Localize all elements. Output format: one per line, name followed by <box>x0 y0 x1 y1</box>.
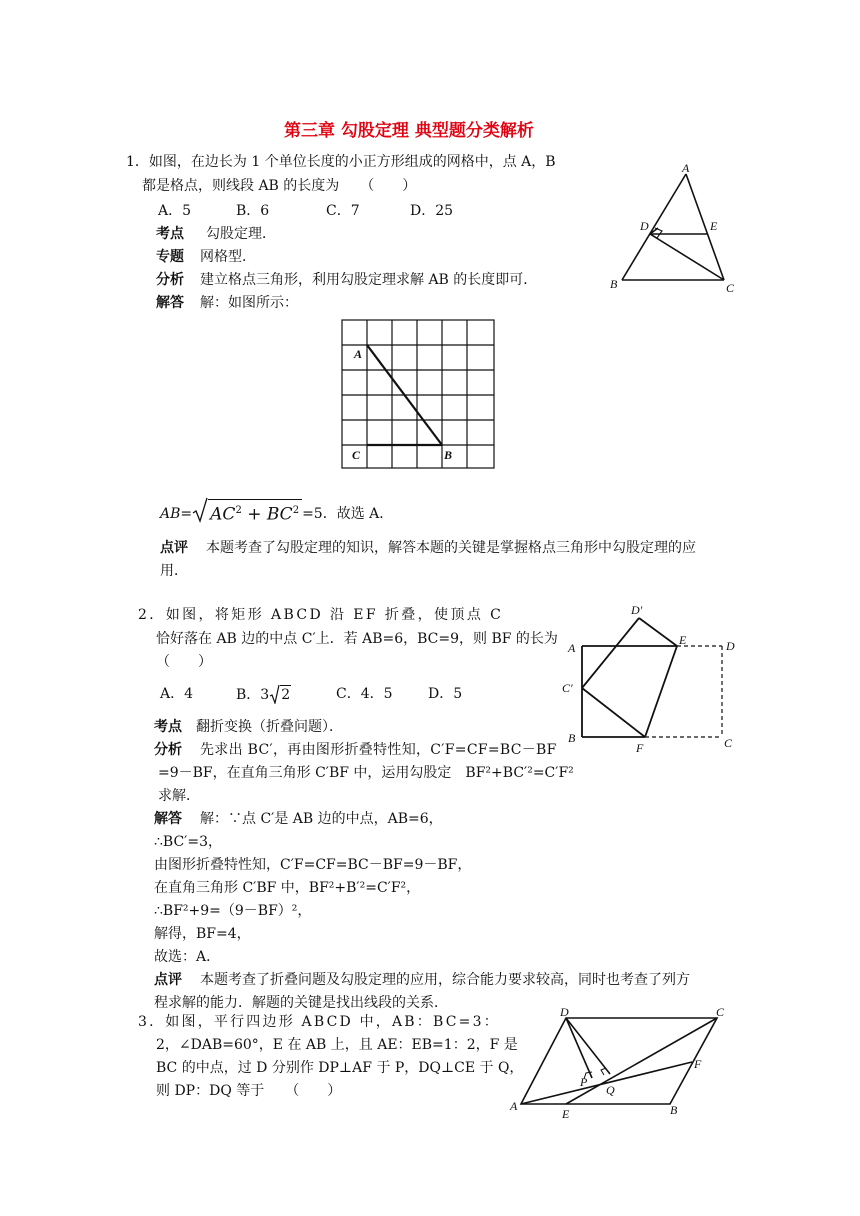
q2-jieda-l7: 故选：A． <box>154 949 221 965</box>
q2-fenxi-l3: 求解． <box>158 788 200 804</box>
q1-jieda-label: 解答 <box>156 295 184 311</box>
q1-pingping-l2: 用． <box>160 563 188 579</box>
q1-formula-radicand <box>208 499 302 524</box>
q1-kaodian-label: 考点 <box>156 226 184 242</box>
q2-fig-label-b: B <box>568 731 576 745</box>
q2-line3: （ ） <box>156 654 212 670</box>
q1-zhuanti-label: 专题 <box>156 249 184 265</box>
q1-zhuanti: 网格型． <box>200 249 256 265</box>
q2-pingping-label: 点评 <box>154 972 182 988</box>
q2-jieda-l6: 解得，BF=4， <box>154 926 251 942</box>
q1-fig-label-e: E <box>710 219 718 233</box>
page-title: 第三章 勾股定理 典型题分类解析 <box>284 121 534 141</box>
q1-fig-label-c: C <box>726 281 735 295</box>
q3-fig-label-p: P <box>580 1075 588 1089</box>
q1-pingping-l1: 本题考查了勾股定理的知识，解答本题的关键是掌握格点三角形中勾股定理的应 <box>206 540 696 556</box>
q1-line2: 都是格点，则线段 AB 的长度为 （ ） <box>142 178 417 194</box>
q2-fig-label-c-prime: C′ <box>562 681 573 695</box>
q1-pingping-label: 点评 <box>160 540 188 556</box>
q1-formula-rest: =5．故选 A． <box>302 506 394 522</box>
q3-line4: 则 DP：DQ 等于 （ ） <box>156 1083 342 1099</box>
q1-option-a: A．5 <box>158 203 192 219</box>
q3-fig-label-b: B <box>670 1103 678 1117</box>
q1-jieda: 解：如图所示： <box>200 295 298 311</box>
q3-line3: BC 的中点，过 D 分别作 DP⊥AF 于 P，DQ⊥CE 于 Q， <box>156 1060 524 1076</box>
q2-fig-label-f: F <box>636 741 644 755</box>
q3-fig-label-e: E <box>562 1107 570 1121</box>
q1-formula <box>160 501 393 527</box>
q2-jieda-l5: ∴BF²+9=（9－BF）²， <box>154 903 312 919</box>
q2-jieda-l3: 由图形折叠特性知，C′F=CF=BC－BF=9－BF， <box>154 857 472 873</box>
q1-grid-label-a: A <box>354 347 363 361</box>
q3-fig-label-a: A <box>510 1099 518 1113</box>
q2-kaodian-label: 考点 <box>154 719 182 735</box>
q1-fig-label-a: A <box>682 161 690 175</box>
sqrt-icon <box>269 686 280 704</box>
q2-line1: 2．如图，将矩形 ABCD 沿 EF 折叠，使顶点 C <box>138 607 504 623</box>
q1-formula-ac: AC <box>210 504 236 525</box>
q2-jieda-l2: ∴BC′=3， <box>154 834 222 850</box>
q2-fenxi-l2: =9－BF，在直角三角形 C′BF 中，运用勾股定 BF²+BC′²=C′F² <box>158 765 574 781</box>
q3-line2: 2，∠DAB=60°，E 在 AB 上，且 AE：EB=1：2，F 是 <box>156 1037 518 1053</box>
q2-fold-figure <box>560 600 750 756</box>
q2-option-a: A．4 <box>160 686 194 702</box>
q1-formula-bc: BC <box>266 504 293 525</box>
q2-jieda-label: 解答 <box>154 811 182 827</box>
q2-line2: 恰好落在 AB 边的中点 C′上．若 AB=6，BC=9，则 BF 的长为 <box>156 631 558 647</box>
q1-fig-label-b: B <box>610 277 618 291</box>
sqrt-icon <box>192 501 208 527</box>
q3-fig-label-q: Q <box>606 1083 615 1097</box>
q2-option-b-sqrt: 2 <box>281 687 291 703</box>
q1-grid-label-b: B <box>444 448 453 462</box>
q2-fig-label-c: C <box>724 736 733 750</box>
q2-jieda-l1: 解：∵点 C′是 AB 边的中点，AB=6， <box>200 811 443 827</box>
q2-option-c: C．4．5 <box>336 686 393 702</box>
q3-fig-label-c: C <box>716 1006 725 1019</box>
q2-fig-label-d-prime: D′ <box>631 603 643 617</box>
q1-line1: 1．如图，在边长为 1 个单位长度的小正方形组成的网格中，点 A，B <box>126 154 556 170</box>
q1-kaodian: 勾股定理． <box>206 226 276 242</box>
q1-formula-plus: + <box>241 504 267 525</box>
q2-option-d: D．5 <box>428 686 463 702</box>
q1-fig-label-d: D <box>640 219 649 233</box>
q1-grid-label-c: C <box>352 448 361 462</box>
q2-fenxi-l1: 先求出 BC′，再由图形折叠特性知，C′F=CF=BC－BF <box>200 742 557 758</box>
q2-fig-label-d: D <box>726 639 735 653</box>
q3-line1: 3．如图，平行四边形 ABCD 中，AB：BC=3： <box>138 1014 500 1030</box>
q2-pingping-l1: 本题考查了折叠问题及勾股定理的应用，综合能力要求较高，同时也考查了列方 <box>200 972 690 988</box>
q3-fig-label-d: D <box>560 1006 569 1019</box>
q1-formula-exp1: 2 <box>235 504 242 516</box>
q1-option-d: D．25 <box>410 203 454 219</box>
q3-parallelogram-figure <box>504 1006 744 1124</box>
q2-option-b <box>236 685 291 704</box>
q1-fenxi: 建立格点三角形，利用勾股定理求解 AB 的长度即可． <box>200 272 538 288</box>
q2-fenxi-label: 分析 <box>154 742 182 758</box>
q3-fig-label-f: F <box>694 1057 702 1071</box>
q1-option-c: C．7 <box>326 203 360 219</box>
q1-grid-figure <box>336 316 500 472</box>
q2-pingping-l2: 程求解的能力．解题的关键是找出线段的关系． <box>154 995 448 1011</box>
q2-fig-label-e: E <box>679 633 687 647</box>
q2-jieda-l4: 在直角三角形 C′BF 中，BF²+B′²=C′F²， <box>154 880 421 896</box>
q2-option-b-label: B．3 <box>236 686 270 703</box>
q1-formula-exp2: 2 <box>292 504 300 516</box>
q1-formula-lhs: AB= <box>160 506 193 522</box>
q2-kaodian: 翻折变换（折叠问题）． <box>196 719 343 735</box>
q1-fenxi-label: 分析 <box>156 272 184 288</box>
q1-option-b: B．6 <box>236 203 270 219</box>
q2-fig-label-a: A <box>568 641 576 655</box>
q1-triangle-figure <box>600 158 750 298</box>
